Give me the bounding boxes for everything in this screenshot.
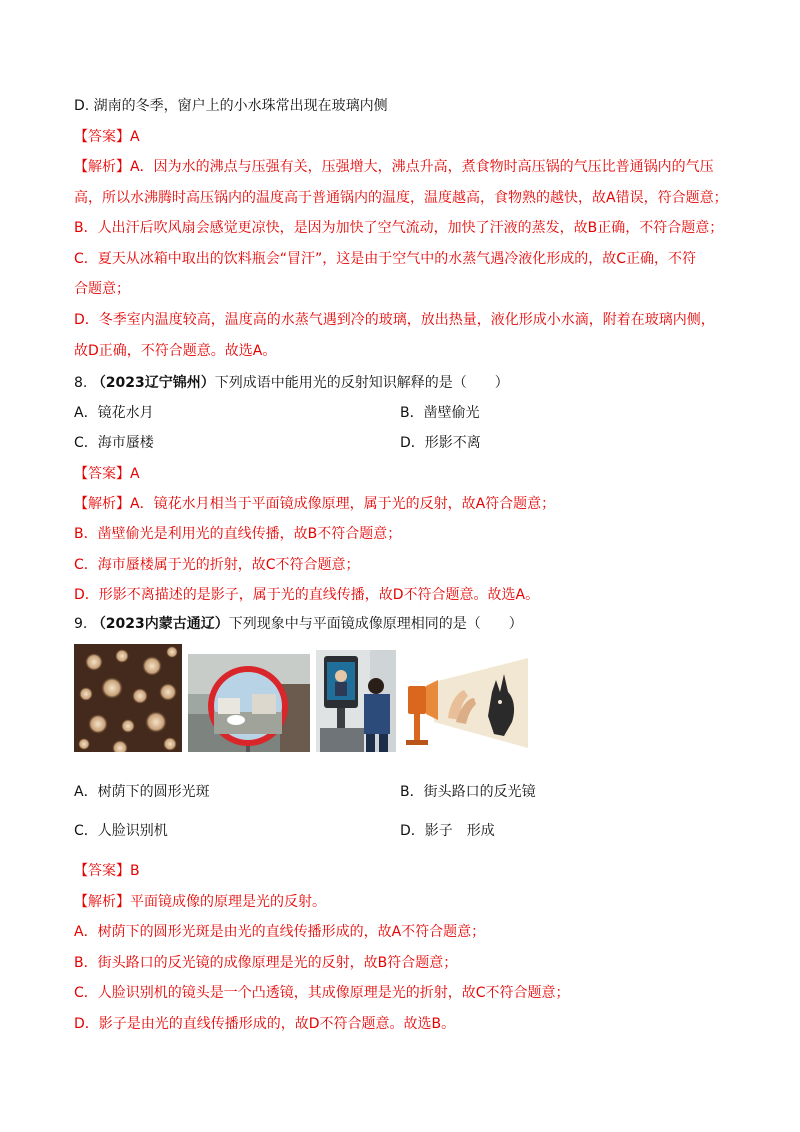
- q9-analysis-line: C．人脸识别机的镜头是一个凸透镜，其成像原理是光的折射，故C不符合题意；: [74, 985, 570, 1001]
- q7-analysis-line: D．冬季室内温度较高，温度高的水蒸气遇到冷的玻璃，放出热量，液化形成小水滴，附着在玻璃内侧，: [74, 312, 715, 328]
- q9-option-d: D．影子 形成: [400, 823, 495, 839]
- q9-option-b: B．街头路口的反光镜: [400, 784, 536, 800]
- q7-analysis-line: 合题意；: [74, 281, 130, 297]
- q8-analysis-line: C．海市蜃楼属于光的折射，故C不符合题意；: [74, 557, 360, 573]
- q9-analysis-line: D．影子是由光的直线传播形成的，故D不符合题意。故选B。: [74, 1016, 456, 1032]
- q9-option-c: C．人脸识别机: [74, 823, 168, 839]
- q7-analysis-line: 【解析】A．因为水的沸点与压强有关，压强增大，沸点升高，煮食物时高压锅的气压比普通锅内的气压: [74, 159, 714, 175]
- q9-answer: 【答案】B: [74, 863, 140, 879]
- q7-option-d: D. 湖南的冬季，窗户上的小水珠常出现在玻璃内侧: [74, 98, 388, 114]
- q9-source: （2023内蒙古通辽）: [91, 616, 229, 632]
- q8-option-a: A．镜花水月: [74, 405, 154, 421]
- q9-option-a: A．树荫下的圆形光斑: [74, 784, 210, 800]
- q8-answer: 【答案】A: [74, 466, 140, 482]
- q8-option-d: D．形影不离: [400, 435, 481, 451]
- q7-analysis-line: 故D正确，不符合题意。故选A。: [74, 343, 277, 359]
- q9-analysis-line: 【解析】平面镜成像的原理是光的反射。: [74, 894, 326, 910]
- q8-stem-line: [74, 373, 730, 393]
- face-recognition-machine-image: [316, 650, 396, 752]
- q9-stem: 下列现象中与平面镜成像原理相同的是（ ）: [228, 616, 523, 632]
- q7-analysis-line: B．人出汗后吹风扇会感觉更凉快，是因为加快了空气流动，加快了汗液的蒸发，故B正确，不符合题意；: [74, 220, 724, 236]
- q7-analysis-line: 高，所以水沸腾时高压锅内的温度高于普通锅内的温度，温度越高，食物熟的越快，故A错误，符合题意；: [74, 190, 728, 206]
- q9-analysis-line: A．树荫下的圆形光斑是由光的直线传播形成的，故A不符合题意；: [74, 924, 486, 940]
- q8-number: 8.: [74, 375, 88, 391]
- q9-analysis-line: B．街头路口的反光镜的成像原理是光的反射，故B符合题意；: [74, 955, 458, 971]
- q8-stem: 下列成语中能用光的反射知识解释的是（ ）: [214, 375, 509, 391]
- q9-number: 9.: [74, 616, 88, 632]
- hand-shadow-image: [404, 652, 528, 752]
- convex-road-mirror-image: [188, 654, 310, 752]
- q8-option-c: C．海市蜃楼: [74, 435, 154, 451]
- q8-option-b: B．凿壁偷光: [400, 405, 480, 421]
- q7-answer: 【答案】A: [74, 129, 140, 145]
- q8-analysis-line: B．凿壁偷光是利用光的直线传播，故B不符合题意；: [74, 526, 402, 542]
- q8-analysis-line: D．形影不离描述的是影子，属于光的直线传播，故D不符合题意。故选A。: [74, 587, 540, 603]
- tree-shade-light-spots-image: [74, 644, 182, 752]
- q8-source: （2023辽宁锦州）: [91, 375, 215, 391]
- q7-analysis-line: C．夏天从冰箱中取出的饮料瓶会“冒汗”，这是由于空气中的水蒸气遇冷液化形成的，故C正确，不符: [74, 251, 697, 267]
- q9-stem-line: [74, 614, 730, 634]
- q8-analysis-line: 【解析】A．镜花水月相当于平面镜成像原理，属于光的反射，故A符合题意；: [74, 496, 556, 512]
